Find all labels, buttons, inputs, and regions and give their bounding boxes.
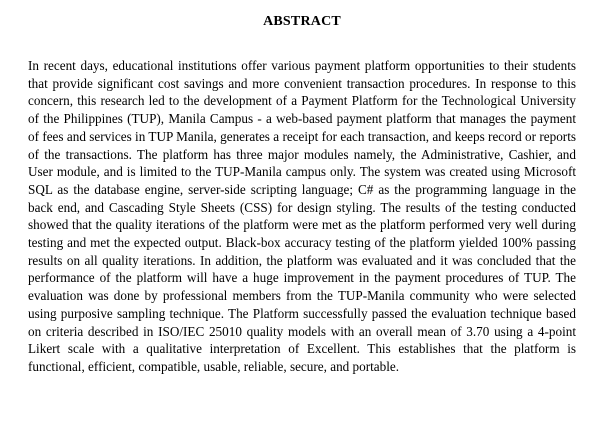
abstract-body: In recent days, educational institutions offer various payment platform opportunities to their students that provide significant cost savings and more convenient transaction procedures. In response to this concern, this research led to the development of a Payment Platform for the Technological University of the Philippines (TUP), Manila Campus - a web-based payment platform that manages the payment of fees and services in TUP Manila, generates a receipt for each transaction, and keeps record or reports of the transactions. The platform has three major modules namely, the Administrative, Cashier, and User module, and is limited to the TUP-Manila campus only. The system was created using Microsoft SQL as the database engine, server-side scripting language; C# as the programming language in the back end, and Cascading Style Sheets (CSS) for design styling. The results of the testing conducted showed that the quality iterations of the platform were met as the platform performed very well during testing and met the expected output. Black-box accuracy testing of the platform yielded 100% passing results on all quality iterations. In addition, the platform was evaluated and it was concluded that the performance of the platform will have a huge improvement in the payment procedures of TUP. The evaluation was done by professional members from the TUP-Manila community who were selected using purposive sampling technique. The Platform successfully passed the evaluation technique based on criteria described in ISO/IEC 25010 quality models with an overall mean of 3.70 using a 4-point Likert scale with a qualitative interpretation of Excellent. This establishes that the platform is functional, efficient, compatible, usable, reliable, secure, and portable. — [28, 58, 576, 374]
abstract-heading: ABSTRACT — [263, 14, 341, 29]
